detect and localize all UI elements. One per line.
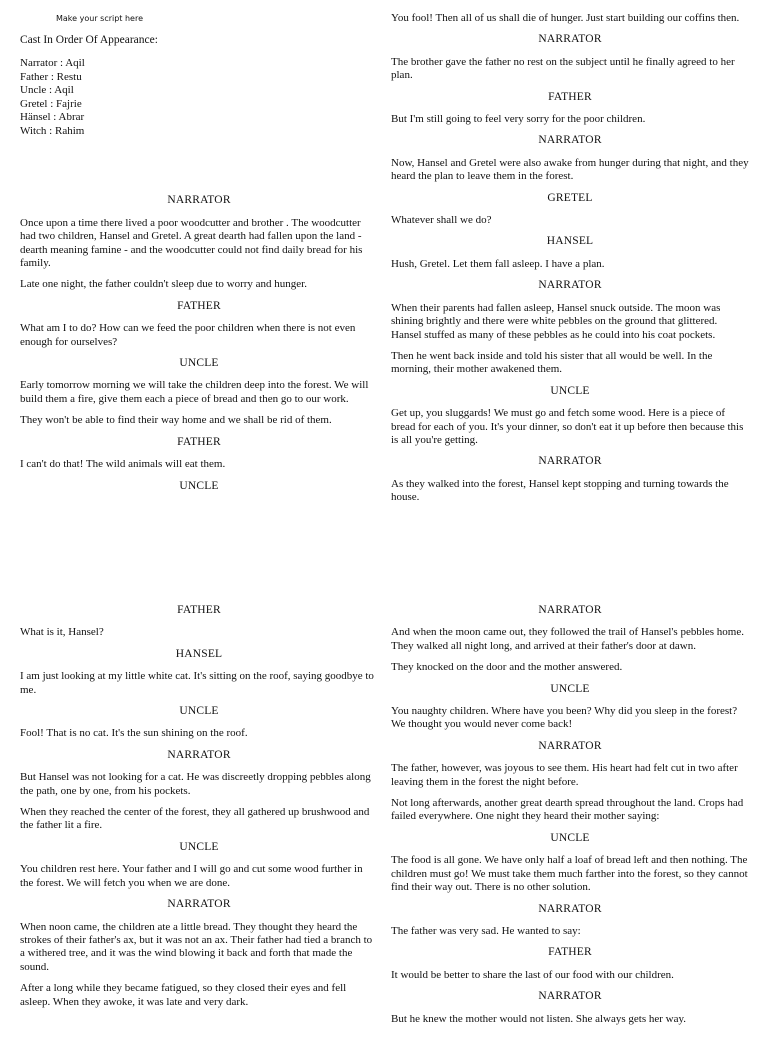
speaker-name: NARRATOR <box>167 898 231 911</box>
speaker-name: UNCLE <box>179 840 219 853</box>
speaker-name: UNCLE <box>179 479 219 492</box>
script-line: Not long afterwards, another great dearth spread throughout the land. Crops had failed everywhere. One night they heard their mother saying: <box>391 797 744 823</box>
speaker-name: NARRATOR <box>538 33 602 46</box>
script-line: You children rest here. Your father and I will go and cut some wood further in the forest. We will fetch you when we are done. <box>20 863 363 889</box>
speaker-name: NARRATOR <box>167 748 231 761</box>
script-line: Hush, Gretel. Let them fall asleep. I have a plan. <box>391 257 605 270</box>
speaker-name: NARRATOR <box>167 194 231 207</box>
speaker-name: FATHER <box>177 604 221 616</box>
script-line: It would be better to share the last of our food with our children. <box>391 968 674 981</box>
script-line: They won't be able to find their way home and we shall be rid of them. <box>20 414 332 427</box>
speaker-name: UNCLE <box>550 682 590 695</box>
script-line: Now, Hansel and Gretel were also awake from hunger during that night, and they heard the plan to leave them in the forest. <box>391 156 749 183</box>
script-line: Once upon a time there lived a poor woodcutter and brother . The woodcutter had two children, Hansel and Gretel. A great dearth had fallen upon the land - dearth meaning famine - and the woodcutter could not find daily bread for his family. <box>20 216 363 270</box>
page-bottom-left <box>20 604 378 1017</box>
speaker-name: NARRATOR <box>538 455 602 468</box>
script-line: Then he went back inside and told his sister that all would be well. In the morning, their mother awakened them. <box>391 349 713 376</box>
cast-item: Hänsel : Abrar <box>20 111 85 124</box>
speaker-name: HANSEL <box>175 647 223 660</box>
script-line: You fool! Then all of us shall die of hunger. Just start building our coffins then. <box>391 12 740 24</box>
script-line: You naughty children. Where have you been? Why did you sleep in the forest? We thought you would never come back! <box>391 705 738 731</box>
script-line: What am I to do? How can we feed the poor children when there is not even enough for ourselves? <box>20 322 356 348</box>
speaker-name: NARRATOR <box>538 739 602 752</box>
script-line: They knocked on the door and the mother answered. <box>391 661 623 674</box>
cast-item: Gretel : Fajrie <box>20 97 82 110</box>
script-line: When noon came, the children ate a little bread. They thought they heard the strokes of their father's ax, but it was not an ax. Their father had tied a branch to a withered tree, and it was the wind blowing it back and forth that made the sound. <box>20 920 373 973</box>
speaker-name: NARRATOR <box>538 902 602 915</box>
script-line: Get up, you sluggards! We must go and fetch some wood. Here is a piece of bread for each of you. It's your dinner, so don't eat it up before then because this is all you're getting. <box>391 407 744 446</box>
speaker-name: HANSEL <box>546 235 594 248</box>
speaker-name: NARRATOR <box>538 604 602 616</box>
speaker-name: UNCLE <box>550 384 590 397</box>
cast-item: Uncle : Aqil <box>20 84 74 97</box>
script-line: But he knew the mother would not listen. She always gets her way. <box>391 1012 687 1025</box>
page-top-left <box>20 12 378 502</box>
speaker-name: FATHER <box>177 299 221 312</box>
cast-item: Witch : Rahim <box>20 124 85 137</box>
script-line: The father, however, was joyous to see them. His heart had felt cut in two after leaving them in the forest the night before. <box>391 762 738 788</box>
page-bottom-right <box>391 604 749 1047</box>
speaker-name: GRETEL <box>547 191 593 204</box>
script-line: Late one night, the father couldn't sleep due to worry and hunger. <box>20 278 307 291</box>
script-block <box>20 194 378 493</box>
page-top-right <box>391 12 749 513</box>
script-line: I am just looking at my little white cat. It's sitting on the roof, saying goodbye to me. <box>20 670 374 696</box>
script-line: After a long while they became fatigued, so they closed their eyes and fell asleep. When they awoke, it was late and very dark. <box>20 982 347 1008</box>
script-line: What is it, Hansel? <box>20 626 104 639</box>
speaker-name: UNCLE <box>179 705 219 718</box>
script-line: But Hansel was not looking for a cat. He was discreetly dropping pebbles along the path, one by one, from his pockets. <box>20 771 371 797</box>
cast-item: Father : Restu <box>20 70 82 83</box>
speaker-name: NARRATOR <box>538 279 602 292</box>
speaker-name: FATHER <box>177 435 221 448</box>
script-line: The brother gave the father no rest on the subject until he finally agreed to her plan. <box>391 55 735 82</box>
speaker-name: UNCLE <box>179 357 219 370</box>
cast-list <box>20 57 378 138</box>
speaker-name: UNCLE <box>550 831 590 844</box>
cast-title: Cast In Order Of Appearance: <box>20 34 158 46</box>
script-line: The father was very sad. He wanted to say: <box>391 924 581 937</box>
speaker-name: FATHER <box>548 946 592 959</box>
script-line: But I'm still going to feel very sorry for the poor children. <box>391 113 646 126</box>
speaker-name: NARRATOR <box>538 134 602 147</box>
cast-item: Narrator : Aqil <box>20 57 85 70</box>
page-header: Make your script here <box>56 14 144 23</box>
script-line: When they reached the center of the forest, they all gathered up brushwood and the father lit a fire. <box>20 806 370 832</box>
script-line: Early tomorrow morning we will take the children deep into the forest. We will build them a fire, give them each a piece of bread and then go to our work. <box>20 379 369 405</box>
script-line: Whatever shall we do? <box>391 214 492 227</box>
script-line: And when the moon came out, they followed the trail of Hansel's pebbles home. They walked all night long, and arrived at their father's door at dawn. <box>391 626 744 652</box>
script-line: Fool! That is no cat. It's the sun shining on the roof. <box>20 727 248 740</box>
script-line: As they walked into the forest, Hansel kept stopping and turning towards the house. <box>391 477 729 504</box>
script-line: When their parents had fallen asleep, Hansel snuck outside. The moon was shining brightly and there were white pebbles on the ground that glittered. Hansel stuffed as many of these pebbles as he could into his coat pockets. <box>391 301 721 341</box>
speaker-name: NARRATOR <box>538 990 602 1003</box>
script-line: I can't do that! The wild animals will eat them. <box>20 458 226 471</box>
script-line: The food is all gone. We have only half a loaf of bread left and then nothing. The children must go! We must take them much farther into the forest, so they cannot find their way out. There is no other solution. <box>391 854 748 894</box>
speaker-name: FATHER <box>548 90 592 103</box>
